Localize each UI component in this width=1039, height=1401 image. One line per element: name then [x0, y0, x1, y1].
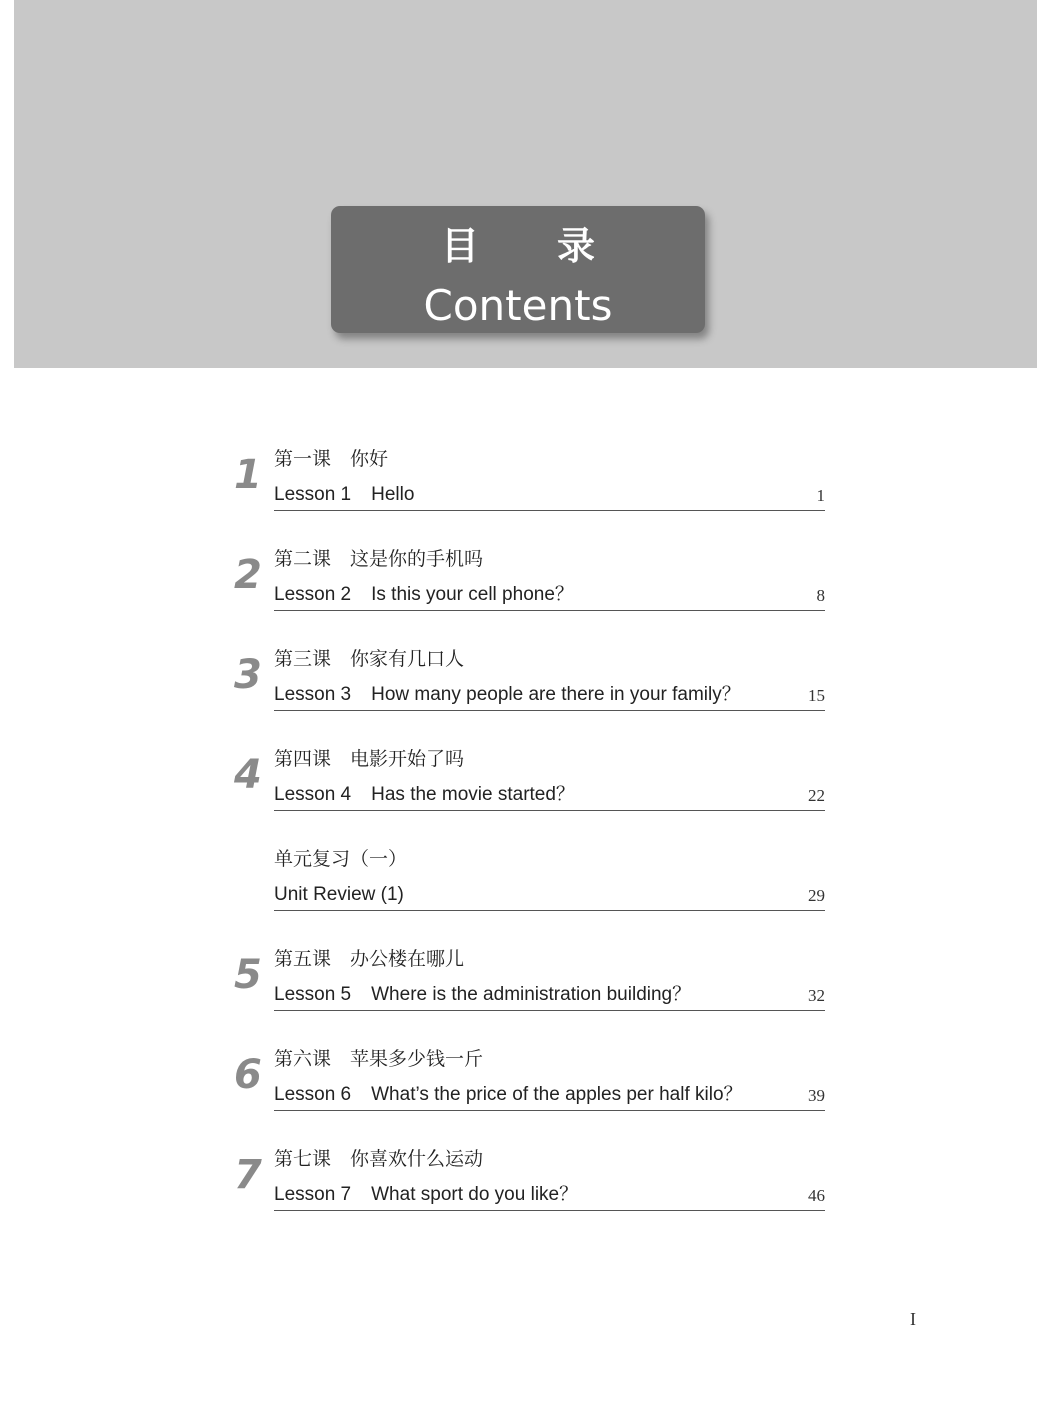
entry-rule: [274, 1210, 825, 1211]
lesson-label: Lesson 5: [274, 984, 352, 1005]
chinese-title: 第一课 你好: [274, 448, 389, 470]
lesson-title: Has the movie started？: [371, 784, 575, 805]
lesson-number: 1: [234, 452, 262, 498]
page-number: 39: [808, 1086, 825, 1105]
toc-entry-unit-review-1[interactable]: [0, 848, 1039, 918]
toc-entry-lesson-1[interactable]: [0, 448, 1039, 518]
chinese-title: 单元复习（一）: [274, 848, 408, 870]
page-number: 46: [808, 1186, 825, 1205]
lesson-number: 4: [234, 752, 262, 798]
lesson-number: 5: [234, 952, 262, 998]
entry-rule: [274, 810, 825, 811]
english-title: [274, 1183, 578, 1207]
toc-entry-lesson-5[interactable]: [0, 948, 1039, 1018]
english-title: [274, 983, 691, 1007]
page-number: 15: [808, 686, 825, 705]
chinese-title: 第五课 办公楼在哪儿: [274, 948, 465, 970]
lesson-title: What’s the price of the apples per half kilo？: [371, 1084, 743, 1105]
lesson-title: Hello: [371, 484, 415, 505]
lesson-label: Lesson 4: [274, 784, 352, 805]
entry-rule: [274, 610, 825, 611]
page-number: 22: [808, 786, 825, 805]
english-title: [274, 583, 574, 607]
lesson-label: Lesson 7: [274, 1184, 352, 1205]
toc-entry-lesson-3[interactable]: [0, 648, 1039, 718]
toc-entry-lesson-6[interactable]: [0, 1048, 1039, 1118]
entry-rule: [274, 1010, 825, 1011]
toc-entry-lesson-4[interactable]: [0, 748, 1039, 818]
title-english: Contents: [423, 281, 613, 330]
lesson-label: Lesson 1: [274, 484, 352, 505]
english-title: [274, 783, 575, 807]
english-title: [274, 483, 414, 507]
page-number: 1: [816, 486, 825, 505]
toc-entry-lesson-7[interactable]: [0, 1148, 1039, 1218]
chinese-title: 第七课 你喜欢什么运动: [274, 1148, 484, 1170]
english-title: [274, 683, 741, 707]
lesson-number: 2: [234, 552, 262, 598]
toc-entry-lesson-2[interactable]: [0, 548, 1039, 618]
entry-rule: [274, 710, 825, 711]
chinese-title: 第二课 这是你的手机吗: [274, 548, 484, 570]
chinese-title: 第四课 电影开始了吗: [274, 748, 465, 770]
entry-rule: [274, 1110, 825, 1111]
lesson-number: 6: [234, 1052, 262, 1098]
lesson-title: What sport do you like？: [371, 1184, 579, 1205]
page-number: 32: [808, 986, 825, 1005]
lesson-label: Lesson 2: [274, 584, 352, 605]
title-chinese: 目录: [440, 224, 673, 268]
lesson-label: Lesson 3: [274, 684, 352, 705]
english-title: [274, 883, 404, 907]
lesson-title: Is this your cell phone？: [371, 584, 574, 605]
lesson-title: Where is the administration building？: [371, 984, 692, 1005]
chinese-title: 第三课 你家有几口人: [274, 648, 465, 670]
english-title: [274, 1083, 743, 1107]
chinese-title: 第六课 苹果多少钱一斤: [274, 1048, 484, 1070]
lesson-label: Unit Review (1): [274, 884, 404, 905]
page-folio: I: [910, 1309, 916, 1329]
entry-rule: [274, 510, 825, 511]
lesson-title: How many people are there in your family？: [371, 684, 741, 705]
lesson-label: Lesson 6: [274, 1084, 352, 1105]
contents-title-box: [331, 206, 705, 333]
lesson-number: 3: [234, 652, 262, 698]
entry-rule: [274, 910, 825, 911]
page-number: 8: [816, 586, 825, 605]
lesson-number: 7: [234, 1152, 262, 1198]
page-number: 29: [808, 886, 825, 905]
